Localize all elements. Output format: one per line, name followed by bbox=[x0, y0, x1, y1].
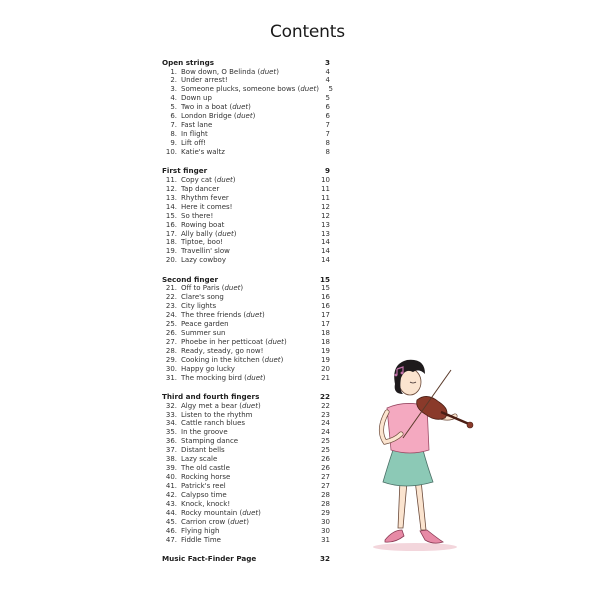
toc-entry bbox=[162, 121, 330, 130]
entry-title bbox=[181, 293, 316, 302]
entry-number: 43. bbox=[165, 499, 177, 508]
entry-title bbox=[181, 491, 316, 500]
entry-number: 26. bbox=[165, 328, 177, 337]
entry-title: Phoebe in her petticoat (duet) bbox=[181, 337, 287, 346]
entry-number: 27. bbox=[165, 337, 177, 346]
entry-title-text: Under arrest! bbox=[181, 76, 228, 85]
entry-number: 40. bbox=[165, 473, 177, 482]
entry-title-text: Clare's song bbox=[181, 293, 224, 302]
entry-page-number: 11 bbox=[321, 193, 330, 202]
toc-entry bbox=[162, 464, 330, 473]
entry-page-number: 6 bbox=[325, 103, 330, 112]
entry-page-number: 14 bbox=[321, 247, 330, 256]
entry-number: 31. bbox=[165, 373, 177, 382]
entry-title bbox=[181, 428, 316, 437]
entry-title bbox=[181, 94, 316, 103]
entry-number: 30. bbox=[165, 364, 177, 373]
toc-entry bbox=[162, 203, 330, 212]
entry-page-number: 12 bbox=[321, 202, 330, 211]
entry-page-number: 11 bbox=[321, 184, 330, 193]
toc-entry bbox=[162, 518, 330, 527]
entry-number: 39. bbox=[165, 464, 177, 473]
entry-title bbox=[181, 247, 316, 256]
entry-title bbox=[181, 221, 316, 230]
toc-entry bbox=[162, 491, 330, 500]
entry-number: 20. bbox=[165, 256, 177, 265]
section-page-number: 15 bbox=[319, 274, 330, 284]
entry-number: 19. bbox=[165, 247, 177, 256]
entry-title bbox=[181, 185, 316, 194]
page-title: Contents bbox=[270, 22, 345, 42]
entry-title-text: Rocky mountain bbox=[181, 508, 238, 517]
entry-number: 44. bbox=[165, 508, 177, 517]
toc-entry bbox=[162, 284, 330, 293]
toc-entry bbox=[162, 329, 330, 338]
entry-title bbox=[181, 419, 316, 428]
entry-title-text: Katie's waltz bbox=[181, 147, 225, 156]
toc-entry bbox=[162, 176, 330, 185]
entry-title: Rocky mountain (duet) bbox=[181, 508, 261, 517]
section-page-number: 9 bbox=[324, 166, 330, 176]
entry-page-number: 22 bbox=[321, 401, 330, 410]
duet-marker: duet bbox=[264, 355, 281, 364]
duet-marker: duet bbox=[217, 229, 234, 238]
entry-title-text: Cattle ranch blues bbox=[181, 419, 246, 428]
table-of-contents bbox=[162, 58, 333, 573]
toc-entry bbox=[162, 247, 330, 256]
entry-title-text: Rhythm fever bbox=[181, 193, 229, 202]
toc-entry bbox=[162, 238, 330, 247]
duet-marker: duet bbox=[230, 517, 247, 526]
entry-page-number: 29 bbox=[321, 508, 330, 517]
toc-entry bbox=[162, 419, 330, 428]
entry-title: Bow down, O Belinda (duet) bbox=[181, 67, 279, 76]
toc-entry bbox=[162, 194, 330, 203]
entry-title-text: Bow down, O Belinda bbox=[181, 67, 256, 76]
entry-page-number: 24 bbox=[321, 419, 330, 428]
entry-number: 13. bbox=[165, 193, 177, 202]
toc-entry bbox=[162, 411, 330, 420]
section-heading bbox=[162, 275, 330, 284]
girl-playing-violin-illustration bbox=[355, 350, 485, 555]
entry-title-text: City lights bbox=[181, 302, 217, 311]
section-title: First finger bbox=[162, 166, 208, 176]
entry-page-number: 14 bbox=[321, 256, 330, 265]
entry-title bbox=[181, 238, 316, 247]
entry-number: 4. bbox=[170, 94, 177, 103]
entry-title bbox=[181, 500, 316, 509]
entry-number: 7. bbox=[170, 121, 177, 130]
entry-title-text: Lazy scale bbox=[181, 455, 218, 464]
entry-page-number: 28 bbox=[321, 499, 330, 508]
entry-title: Algy met a bear (duet) bbox=[181, 401, 261, 410]
section-heading bbox=[162, 166, 330, 175]
toc-entry bbox=[162, 356, 330, 365]
entry-title-text: Cooking in the kitchen bbox=[181, 355, 260, 364]
entry-title: Two in a boat (duet) bbox=[181, 103, 251, 112]
entry-page-number: 23 bbox=[321, 410, 330, 419]
toc-entry bbox=[162, 139, 330, 148]
entry-number: 33. bbox=[165, 410, 177, 419]
entry-title: The mocking bird (duet) bbox=[181, 373, 266, 382]
entry-page-number: 19 bbox=[321, 355, 330, 364]
entry-title: Ally bally (duet) bbox=[181, 229, 237, 238]
toc-entry bbox=[162, 446, 330, 455]
toc-entry bbox=[162, 338, 330, 347]
entry-title-text: So there! bbox=[181, 211, 214, 220]
entry-page-number: 4 bbox=[325, 76, 330, 85]
section-title: Second finger bbox=[162, 274, 219, 284]
entry-number: 38. bbox=[165, 455, 177, 464]
entry-number: 5. bbox=[170, 103, 177, 112]
entry-page-number: 14 bbox=[321, 238, 330, 247]
entry-number: 45. bbox=[165, 517, 177, 526]
toc-entry bbox=[162, 130, 330, 139]
section-heading bbox=[162, 554, 330, 563]
entry-title bbox=[181, 437, 316, 446]
entry-page-number: 26 bbox=[321, 464, 330, 473]
entry-page-number: 5 bbox=[328, 85, 333, 94]
entry-number: 10. bbox=[165, 147, 177, 156]
entry-page-number: 15 bbox=[321, 284, 330, 293]
entry-title: London Bridge (duet) bbox=[181, 112, 256, 121]
toc-entry bbox=[162, 437, 330, 446]
entry-title-text: Algy met a bear bbox=[181, 401, 238, 410]
entry-title-text: Carrion crow bbox=[181, 517, 226, 526]
entry-number: 17. bbox=[165, 229, 177, 238]
entry-page-number: 8 bbox=[325, 147, 330, 156]
entry-title-text: Flying high bbox=[181, 526, 220, 535]
entry-title: Carrion crow (duet) bbox=[181, 517, 249, 526]
toc-entry bbox=[162, 302, 330, 311]
entry-title-text: In flight bbox=[181, 130, 208, 139]
entry-title bbox=[181, 464, 316, 473]
toc-entry bbox=[162, 221, 330, 230]
section-page-number: 3 bbox=[324, 58, 330, 67]
entry-title bbox=[181, 455, 316, 464]
toc-section bbox=[162, 392, 330, 545]
entry-page-number: 7 bbox=[325, 130, 330, 139]
toc-entry bbox=[162, 148, 330, 157]
entry-title: Cooking in the kitchen (duet) bbox=[181, 355, 284, 364]
entry-number: 29. bbox=[165, 355, 177, 364]
entry-title-text: Rowing boat bbox=[181, 220, 225, 229]
entry-number: 24. bbox=[165, 311, 177, 320]
toc-entry bbox=[162, 230, 330, 239]
toc-entry bbox=[162, 103, 330, 112]
entry-number: 15. bbox=[165, 211, 177, 220]
entry-title: Copy cat (duet) bbox=[181, 175, 236, 184]
duet-marker: duet bbox=[268, 337, 284, 346]
entry-page-number: 24 bbox=[321, 428, 330, 437]
entry-page-number: 28 bbox=[321, 490, 330, 499]
entry-number: 1. bbox=[170, 67, 177, 76]
entry-title bbox=[181, 203, 316, 212]
entry-title bbox=[181, 347, 316, 356]
entry-title bbox=[181, 212, 316, 221]
entry-title-text: Fiddle Time bbox=[181, 535, 221, 544]
toc-entry bbox=[162, 347, 330, 356]
entry-page-number: 27 bbox=[321, 482, 330, 490]
entry-title bbox=[181, 76, 316, 85]
entry-page-number: 25 bbox=[321, 446, 330, 455]
duet-marker: duet bbox=[242, 401, 258, 410]
entry-page-number: 6 bbox=[325, 112, 330, 121]
entry-number: 35. bbox=[165, 428, 177, 437]
duet-marker: duet bbox=[236, 112, 253, 121]
entry-page-number: 31 bbox=[321, 535, 330, 544]
entry-title-text: London Bridge bbox=[181, 112, 232, 121]
toc-entry bbox=[162, 256, 330, 265]
toc-entry bbox=[162, 85, 333, 94]
entry-page-number: 17 bbox=[321, 311, 330, 320]
entry-number: 41. bbox=[165, 482, 177, 490]
entry-title-text: Listen to the rhythm bbox=[181, 410, 253, 419]
toc-entry bbox=[162, 68, 330, 77]
entry-number: 37. bbox=[165, 446, 177, 455]
toc-entry bbox=[162, 482, 330, 491]
toc-entry bbox=[162, 112, 330, 121]
entry-page-number: 19 bbox=[321, 346, 330, 355]
section-heading bbox=[162, 392, 330, 401]
entry-title bbox=[181, 148, 316, 157]
entry-page-number: 13 bbox=[321, 229, 330, 238]
entry-title bbox=[181, 365, 316, 374]
toc-entry bbox=[162, 455, 330, 464]
toc-entry bbox=[162, 94, 330, 103]
entry-number: 36. bbox=[165, 437, 177, 446]
entry-title bbox=[181, 536, 316, 545]
entry-title-text: Off to Paris bbox=[181, 284, 220, 293]
entry-number: 2. bbox=[170, 76, 177, 85]
duet-marker: duet bbox=[246, 373, 263, 382]
entry-title bbox=[181, 121, 316, 130]
entry-number: 21. bbox=[165, 284, 177, 293]
toc-section bbox=[162, 166, 330, 265]
entry-number: 3. bbox=[170, 85, 177, 94]
entry-title bbox=[181, 194, 316, 203]
entry-title bbox=[181, 446, 316, 455]
entry-title bbox=[181, 473, 316, 482]
entry-number: 25. bbox=[165, 320, 177, 328]
entry-number: 16. bbox=[165, 220, 177, 229]
entry-page-number: 7 bbox=[325, 121, 330, 130]
entry-title-text: Here it comes! bbox=[181, 202, 233, 211]
entry-title-text: The old castle bbox=[181, 464, 230, 473]
entry-title-text: Someone plucks, someone bows bbox=[181, 85, 296, 94]
entry-number: 46. bbox=[165, 526, 177, 535]
entry-title-text: Rocking horse bbox=[181, 473, 231, 482]
entry-title-text: Stamping dance bbox=[181, 437, 239, 446]
duet-marker: duet bbox=[216, 175, 233, 184]
toc-entry bbox=[162, 428, 330, 437]
entry-page-number: 4 bbox=[325, 67, 330, 76]
entry-number: 8. bbox=[170, 130, 177, 139]
entry-page-number: 30 bbox=[321, 526, 330, 535]
entry-title: The three friends (duet) bbox=[181, 311, 265, 320]
entry-title bbox=[181, 130, 316, 139]
entry-number: 34. bbox=[165, 419, 177, 428]
entry-title-text: The mocking bird bbox=[181, 373, 242, 382]
entry-title-text: Knock, knock! bbox=[181, 499, 231, 508]
entry-page-number: 18 bbox=[321, 337, 330, 346]
entry-title bbox=[181, 302, 316, 311]
entry-title bbox=[181, 411, 316, 420]
entry-page-number: 5 bbox=[325, 94, 330, 103]
entry-number: 6. bbox=[170, 112, 177, 121]
entry-title-text: Ready, steady, go now! bbox=[181, 346, 264, 355]
toc-entry bbox=[162, 212, 330, 221]
entry-title-text: Patrick's reel bbox=[181, 482, 226, 490]
toc-entry bbox=[162, 76, 330, 85]
entry-page-number: 18 bbox=[321, 328, 330, 337]
toc-entry bbox=[162, 509, 330, 518]
toc-entry bbox=[162, 374, 330, 383]
entry-title-text: Ally bally bbox=[181, 229, 213, 238]
entry-title: Off to Paris (duet) bbox=[181, 284, 244, 293]
entry-page-number: 25 bbox=[321, 437, 330, 446]
toc-entry bbox=[162, 320, 330, 329]
entry-title-text: Happy go lucky bbox=[181, 364, 235, 373]
entry-title-text: Fast lane bbox=[181, 121, 213, 130]
duet-marker: duet bbox=[224, 284, 241, 293]
duet-marker: duet bbox=[300, 85, 317, 94]
entry-page-number: 20 bbox=[321, 364, 330, 373]
entry-page-number: 10 bbox=[321, 175, 330, 184]
entry-title-text: Travellin' slow bbox=[181, 247, 230, 256]
entry-title bbox=[181, 482, 316, 491]
toc-entry bbox=[162, 473, 330, 482]
entry-title bbox=[181, 256, 316, 265]
entry-title bbox=[181, 320, 316, 329]
duet-marker: duet bbox=[232, 103, 249, 112]
entry-number: 9. bbox=[170, 139, 177, 147]
entry-title-text: Down up bbox=[181, 94, 212, 103]
section-title: Open strings bbox=[162, 58, 215, 67]
entry-title bbox=[181, 139, 316, 148]
toc-section bbox=[162, 275, 330, 383]
entry-title-text: Tiptoe, boo! bbox=[181, 238, 224, 247]
entry-page-number: 12 bbox=[321, 211, 330, 220]
entry-title bbox=[181, 527, 316, 536]
entry-number: 18. bbox=[165, 238, 177, 247]
entry-number: 47. bbox=[165, 535, 177, 544]
entry-number: 11. bbox=[165, 175, 177, 184]
toc-entry bbox=[162, 311, 330, 320]
entry-title-text: Two in a boat bbox=[181, 103, 228, 112]
section-heading bbox=[162, 58, 330, 67]
entry-title bbox=[181, 329, 316, 338]
entry-page-number: 30 bbox=[321, 517, 330, 526]
entry-number: 12. bbox=[165, 184, 177, 193]
entry-page-number: 8 bbox=[325, 139, 330, 147]
toc-entry bbox=[162, 500, 330, 509]
duet-marker: duet bbox=[246, 311, 263, 320]
entry-number: 23. bbox=[165, 302, 177, 311]
entry-title-text: In the groove bbox=[181, 428, 228, 437]
toc-section bbox=[162, 554, 330, 563]
entry-title-text: Tap dancer bbox=[181, 184, 220, 193]
entry-number: 28. bbox=[165, 346, 177, 355]
entry-title-text: Distant bells bbox=[181, 446, 225, 455]
section-page-number: 22 bbox=[319, 392, 330, 402]
entry-title-text: Calypso time bbox=[181, 490, 227, 499]
entry-title-text: The three friends bbox=[181, 311, 242, 320]
entry-page-number: 16 bbox=[321, 293, 330, 302]
entry-page-number: 13 bbox=[321, 220, 330, 229]
entry-page-number: 27 bbox=[321, 473, 330, 482]
entry-title-text: Peace garden bbox=[181, 320, 229, 328]
entry-number: 22. bbox=[165, 293, 177, 302]
toc-entry bbox=[162, 185, 330, 194]
section-title: Music Fact-Finder Page bbox=[162, 554, 257, 564]
toc-entry bbox=[162, 365, 330, 374]
entry-number: 14. bbox=[165, 202, 177, 211]
entry-title: Someone plucks, someone bows (duet) bbox=[181, 85, 319, 94]
entry-title-text: Summer sun bbox=[181, 328, 226, 337]
toc-section bbox=[162, 58, 333, 157]
entry-title-text: Lift off! bbox=[181, 139, 207, 147]
entry-page-number: 17 bbox=[321, 320, 330, 328]
toc-entry bbox=[162, 293, 330, 302]
section-title: Third and fourth fingers bbox=[162, 392, 260, 402]
toc-entry bbox=[162, 402, 330, 411]
entry-title-text: Lazy cowboy bbox=[181, 256, 226, 265]
duet-marker: duet bbox=[260, 67, 277, 76]
entry-page-number: 21 bbox=[321, 373, 330, 382]
toc-entry bbox=[162, 527, 330, 536]
toc-entry bbox=[162, 536, 330, 545]
entry-title-text: Phoebe in her petticoat bbox=[181, 337, 264, 346]
entry-title-text: Copy cat bbox=[181, 175, 212, 184]
section-page-number: 32 bbox=[319, 554, 330, 564]
entry-page-number: 26 bbox=[321, 455, 330, 464]
entry-page-number: 16 bbox=[321, 302, 330, 311]
entry-number: 32. bbox=[165, 401, 177, 410]
entry-number: 42. bbox=[165, 490, 177, 499]
duet-marker: duet bbox=[242, 508, 259, 517]
